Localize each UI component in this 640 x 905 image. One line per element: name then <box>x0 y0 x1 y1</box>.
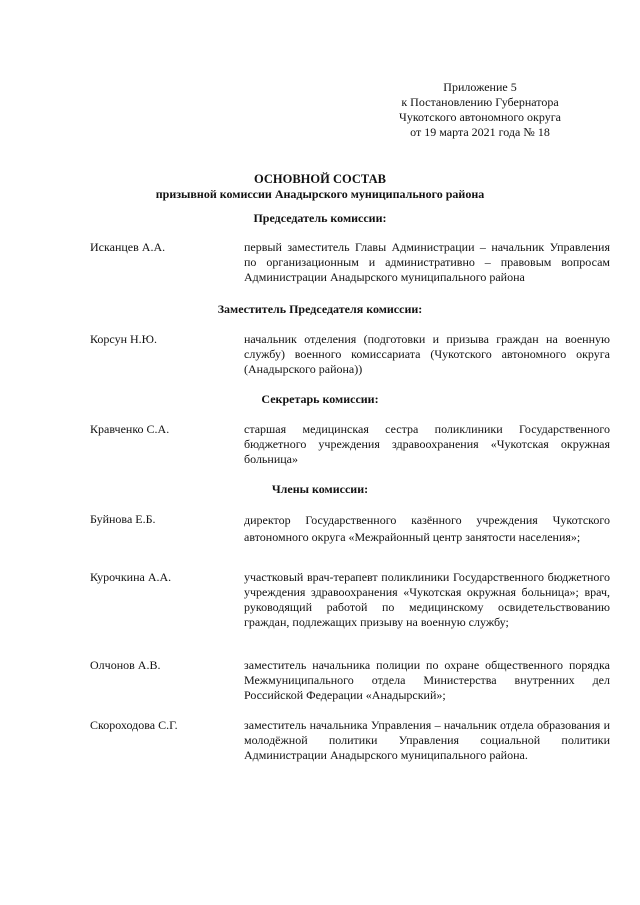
secretary-heading: Секретарь комиссии: <box>261 392 379 406</box>
chairman-heading: Председатель комиссии: <box>253 211 387 225</box>
member-name: Олчонов А.В. <box>90 658 161 672</box>
member-name: Буйнова Е.Б. <box>90 512 156 526</box>
appendix-line-4: от 19 марта 2021 года № 18 <box>410 125 550 139</box>
appendix-line-1: Приложение 5 <box>443 80 517 94</box>
member-role: участковый врач-терапевт поликлиники Государственного бюджетного учреждения здравоохранения «Чукотская окружная больница»; врач, руководящий работой по медицинскому освидетельствованию граждан, подлежащих призыву на военную службу; <box>244 570 610 629</box>
chairman-role: первый заместитель Главы Администрации – начальник Управления по организационным и административно – правовым вопросам Администрации Анадырского муниципального района <box>244 240 610 284</box>
member-name: Скороходова С.Г. <box>90 718 178 732</box>
secretary-role: старшая медицинская сестра поликлиники Государственного бюджетного учреждения здравоохранения «Чукотская окружная больница» <box>244 422 610 466</box>
appendix-block <box>380 80 580 140</box>
member-name: Курочкина А.А. <box>90 570 172 584</box>
appendix-line-3: Чукотского автономного округа <box>399 110 561 124</box>
members-heading: Члены комиссии: <box>271 482 369 496</box>
deputy-heading: Заместитель Председателя комиссии: <box>217 302 423 316</box>
secretary-name: Кравченко С.А. <box>90 422 170 436</box>
deputy-role: начальник отделения (подготовки и призыва граждан на военную службу) военного комиссариата (Чукотского автономного округа (Анадырского района)) <box>244 332 610 376</box>
deputy-name: Корсун Н.Ю. <box>90 332 157 346</box>
document-title <box>0 172 640 202</box>
member-role: директор Государственного казённого учреждения Чукотского автономного округа «Межрайонный центр занятости населения»; <box>244 513 610 544</box>
appendix-line-2: к Постановлению Губернатора <box>401 95 559 109</box>
chairman-name: Исканцев А.А. <box>90 240 166 254</box>
member-role: заместитель начальника полиции по охране общественного порядка Межмуниципального отдела Министерства внутренних дел Российской Федерации «Анадырский»; <box>244 658 610 702</box>
title-sub: призывной комиссии Анадырского муниципального района <box>155 187 485 201</box>
member-role: заместитель начальника Управления – начальник отдела образования и молодёжной политики Управления социальной политики Администрации Анадырского муниципального района. <box>244 718 610 762</box>
title-main: ОСНОВНОЙ СОСТАВ <box>254 172 386 186</box>
